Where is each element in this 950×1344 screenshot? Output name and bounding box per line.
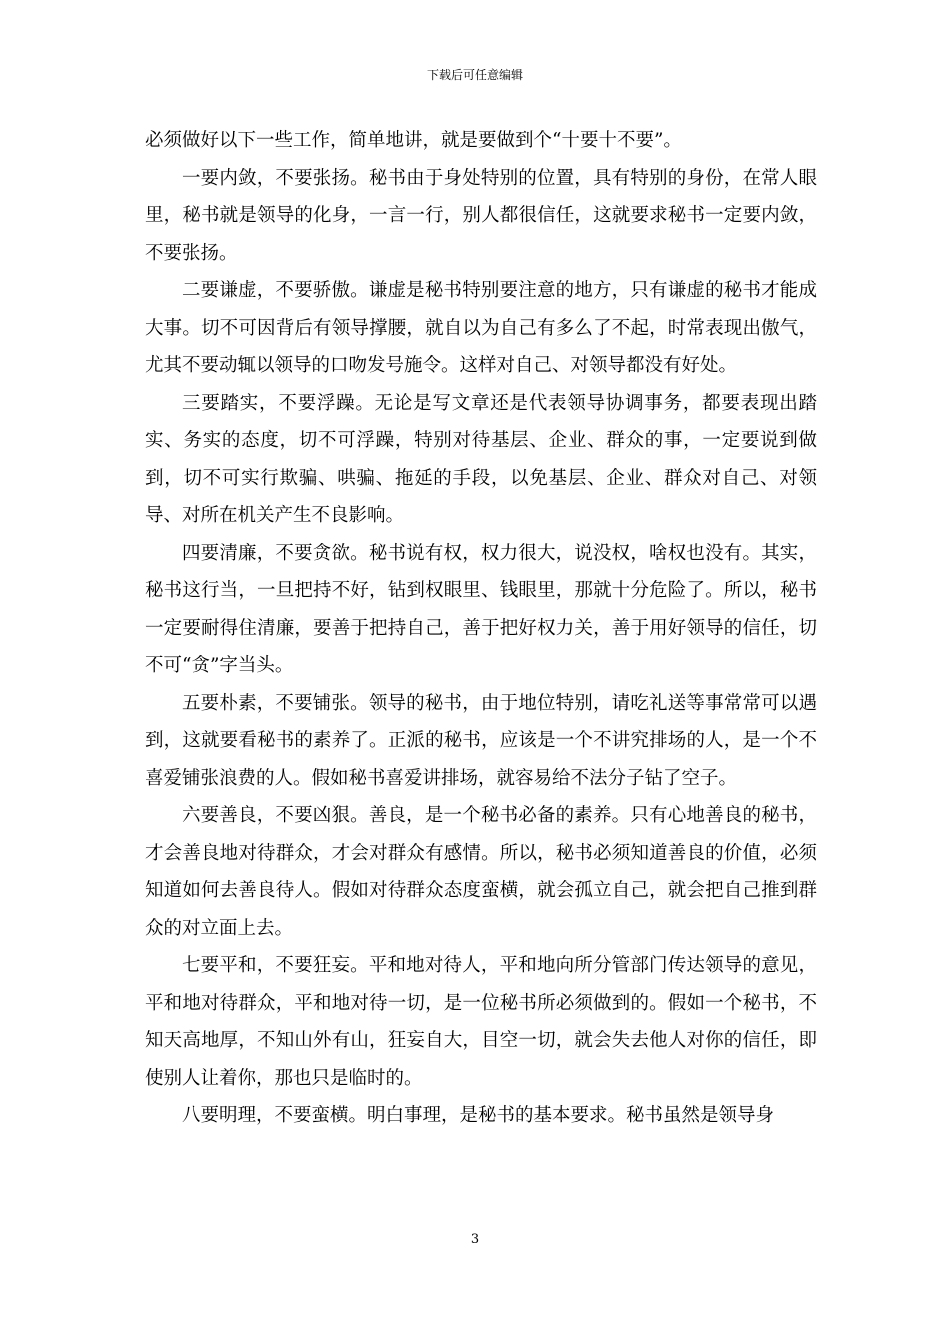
paragraph-item-2: 二要谦虚，不要骄傲。谦虚是秘书特别要注意的地方，只有谦虚的秘书才能成大事。切不可因背后有领导撑腰，就自以为自己有多么了不起，时常表现出傲气，尤其不要动辄以领导的口吻发号施令。这样对自己、对领导都没有好处。 <box>145 280 817 376</box>
paragraph-item-5: 五要朴素，不要铺张。领导的秘书，由于地位特别，请吃礼送等事常常可以遇到，这就要看秘书的素养了。正派的秘书，应该是一个不讲究排场的人，是一个不喜爱铺张浪费的人。假如秘书喜爱讲排场，就容易给不法分子钻了空子。 <box>145 692 817 789</box>
page-header: 下载后可任意编辑 <box>426 68 523 82</box>
paragraph-item-4: 四要清廉，不要贪欲。秘书说有权，权力很大，说没权，啥权也没有。其实，秘书这行当，一旦把持不好，钻到权眼里、钱眼里，那就十分危险了。所以，秘书一定要耐得住清廉，要善于把持自己，善于把好权力关，善于用好领导的信任，切不可“贪”字当头。 <box>145 542 817 676</box>
document-body <box>145 122 817 1135</box>
paragraph-item-6: 六要善良，不要凶狠。善良，是一个秘书必备的素养。只有心地善良的秘书，才会善良地对待群众，才会对群众有感情。所以，秘书必须知道善良的价值，必须知道如何去善良待人。假如对待群众态度蛮横，就会孤立自己，就会把自己推到群众的对立面上去。 <box>145 805 817 939</box>
paragraph-item-1: 一要内敛，不要张扬。秘书由于身处特别的位置，具有特别的身份，在常人眼里，秘书就是领导的化身，一言一行，别人都很信任，这就要求秘书一定要内敛，不要张扬。 <box>145 167 817 264</box>
paragraph-continuation: 必须做好以下一些工作，简单地讲，就是要做到个“十要十不要”。 <box>145 130 682 151</box>
page-number: 3 <box>470 1232 480 1247</box>
paragraph-item-3: 三要踏实，不要浮躁。无论是写文章还是代表领导协调事务，都要表现出踏实、务实的态度，切不可浮躁，特别对待基层、企业、群众的事，一定要说到做到，切不可实行欺骗、哄骗、拖延的手段，以免基层、企业、群众对自己、对领导、对所在机关产生不良影响。 <box>145 392 817 526</box>
paragraph-item-8: 八要明理，不要蛮横。明白事理，是秘书的基本要求。秘书虽然是领导身 <box>182 1105 775 1126</box>
paragraph-item-7: 七要平和，不要狂妄。平和地对待人，平和地向所分管部门传达领导的意见，平和地对待群众，平和地对待一切，是一位秘书所必须做到的。假如一个秘书，不知天高地厚，不知山外有山，狂妄自大，目空一切，就会失去他人对你的信任，即使别人让着你，那也只是临时的。 <box>145 955 817 1089</box>
